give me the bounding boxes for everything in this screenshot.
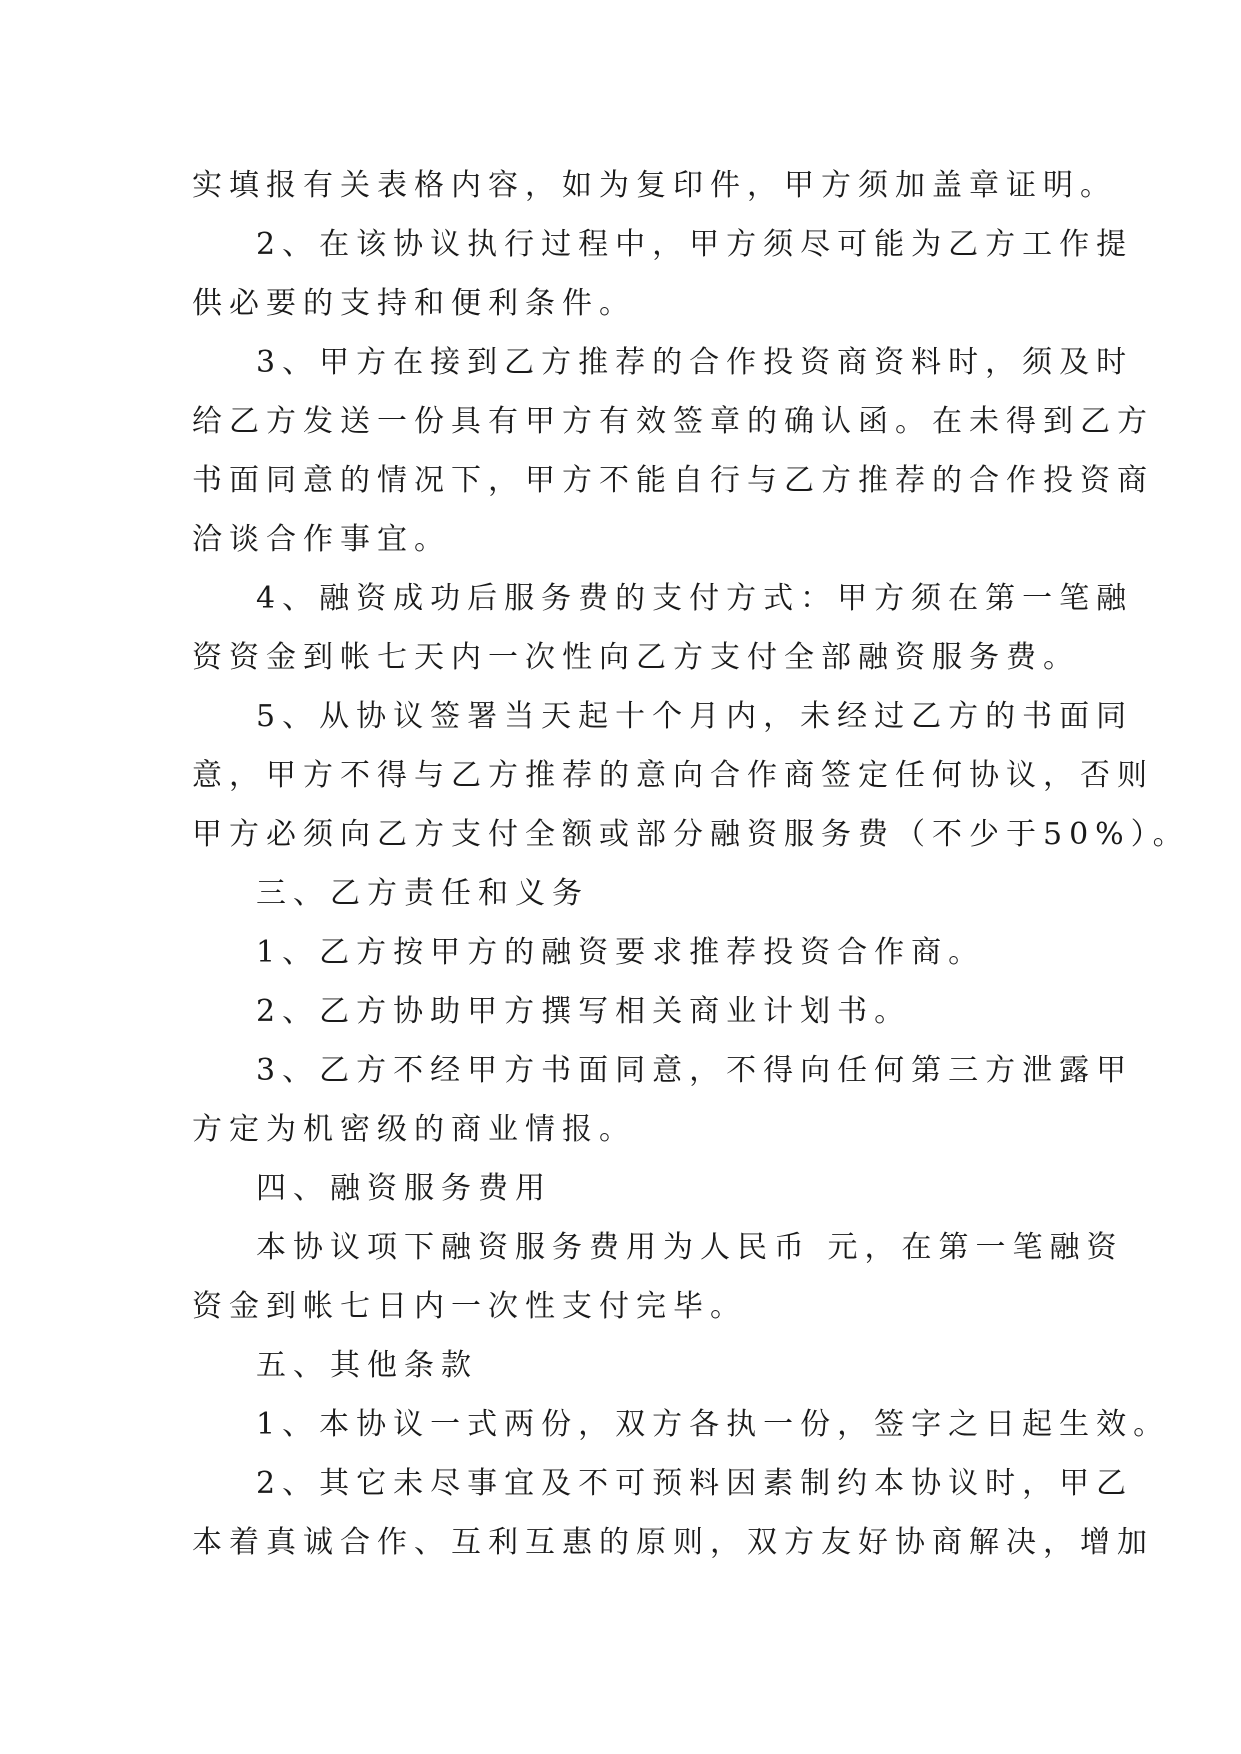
- document-body: [192, 156, 1190, 1572]
- text-line: 2、在该协议执行过程中，甲方须尽可能为乙方工作提: [256, 227, 1134, 262]
- text-line: 5、从协议签署当天起十个月内，未经过乙方的书面同: [256, 699, 1134, 734]
- text-line: 实填报有关表格内容，如为复印件，甲方须加盖章证明。: [192, 168, 1117, 203]
- text-line: 1、本协议一式两份，双方各执一份，签字之日起生效。: [256, 1407, 1171, 1442]
- section-heading: 四、融资服务费用: [256, 1171, 552, 1206]
- text-line: 意，甲方不得与乙方推荐的意向合作商签定任何协议，否则: [192, 758, 1154, 793]
- text-line: 本协议项下融资服务费用为人民币 元，在第一笔融资: [256, 1230, 1124, 1265]
- text-line: 1、乙方按甲方的融资要求推荐投资合作商。: [256, 935, 986, 970]
- text-line: 供必要的支持和便利条件。: [192, 286, 636, 321]
- text-line: 资金到帐七日内一次性支付完毕。: [192, 1289, 747, 1324]
- text-line: 资资金到帐七天内一次性向乙方支付全部融资服务费。: [192, 640, 1080, 675]
- text-line: 2、乙方协助甲方撰写相关商业计划书。: [256, 994, 912, 1029]
- text-line: 洽谈合作事宜。: [192, 522, 451, 557]
- text-line: 本着真诚合作、互利互惠的原则，双方友好协商解决，增加: [192, 1525, 1154, 1560]
- text-line: 2、其它未尽事宜及不可预料因素制约本协议时，甲乙: [256, 1466, 1134, 1501]
- text-line: 给乙方发送一份具有甲方有效签章的确认函。在未得到乙方: [192, 404, 1154, 439]
- section-heading: 三、乙方责任和义务: [256, 876, 589, 911]
- section-heading: 五、其他条款: [256, 1348, 478, 1383]
- text-line: 3、乙方不经甲方书面同意，不得向任何第三方泄露甲: [256, 1053, 1134, 1088]
- text-line: 4、融资成功后服务费的支付方式：甲方须在第一笔融: [256, 581, 1134, 616]
- text-line: 甲方必须向乙方支付全额或部分融资服务费（不少于50%）。: [192, 817, 1190, 852]
- text-line: 3、甲方在接到乙方推荐的合作投资商资料时，须及时: [256, 345, 1134, 380]
- text-line: 书面同意的情况下，甲方不能自行与乙方推荐的合作投资商: [192, 463, 1154, 498]
- text-line: 方定为机密级的商业情报。: [192, 1112, 636, 1147]
